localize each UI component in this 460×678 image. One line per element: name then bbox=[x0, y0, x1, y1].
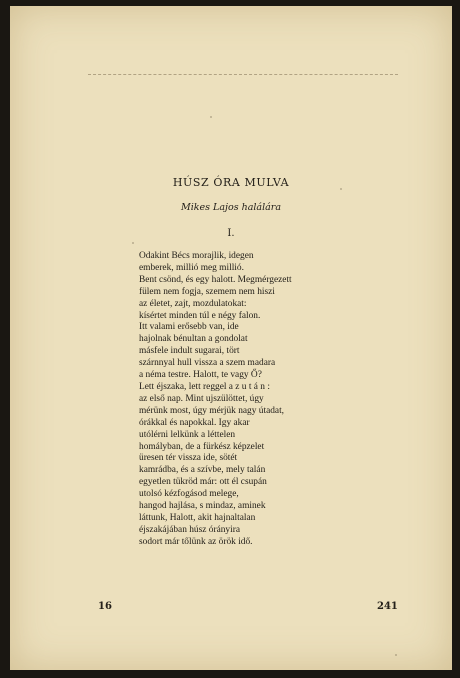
poem-line: az életet, zajt, mozdulatokat: bbox=[139, 298, 247, 309]
poem-line: Lett éjszaka, lett reggel a z u t á n : bbox=[139, 381, 270, 392]
poem-line: az első nap. Mint ujszülöttet, úgy bbox=[139, 393, 264, 404]
poem-line: fülem nem fogja, szemem nem hiszi bbox=[139, 286, 275, 297]
poem-line: Bent csönd, és egy halott. Megmérgezett bbox=[139, 274, 292, 285]
poem-line: mérünk most, úgy mérjük nagy útadat, bbox=[139, 405, 285, 416]
poem-line: kísértet minden túl e négy falon. bbox=[139, 310, 261, 321]
section-number: I. bbox=[227, 228, 235, 239]
poem-line: utolsó kézfogásod melege, bbox=[139, 489, 239, 500]
poem-line: láttunk, Halott, akit hajnaltalan bbox=[139, 512, 256, 523]
poem-line: szárnnyal hull vissza a szem madara bbox=[139, 358, 276, 369]
poem-line: homályban, de a fürkész képzelet bbox=[139, 441, 265, 452]
page-number-left: 16 bbox=[98, 601, 112, 612]
poem-line: hajolnak bénultan a gondolat bbox=[139, 334, 248, 345]
poem-title: HÚSZ ÓRA MULVA bbox=[172, 176, 290, 189]
poem-line: kamrádba, és a szívbe, mely talán bbox=[139, 465, 266, 476]
poem-line: emberek, millió meg millió. bbox=[139, 262, 244, 273]
poem-line: egyetlen tükröd már: ott él csupán bbox=[139, 477, 267, 488]
paper-speck bbox=[210, 116, 212, 118]
top-divider bbox=[88, 74, 398, 75]
poem-line: Itt valami erősebb van, ide bbox=[139, 322, 239, 333]
paper-speck bbox=[132, 242, 134, 244]
paper-speck bbox=[395, 654, 397, 656]
poem-subtitle: Mikes Lajos halálára bbox=[181, 202, 281, 213]
poem-line: a néma testre. Halott, te vagy Ő? bbox=[139, 370, 262, 381]
poem-line: üresen tér vissza ide, sötét bbox=[139, 453, 238, 464]
book-page bbox=[10, 6, 452, 670]
poem-line: órákkal és napokkal. Igy akar bbox=[139, 417, 250, 428]
poem-line: sodort már tőlünk az örök idő. bbox=[139, 536, 253, 547]
poem-line: Odakint Bécs morajlik, idegen bbox=[139, 251, 254, 261]
poem-line: hangod hajlása, s mindaz, aminek bbox=[139, 501, 266, 512]
poem-line: utólérni lelkünk a léttelen bbox=[139, 429, 236, 440]
page-number-right: 241 bbox=[377, 601, 398, 612]
poem-line: másfele indult sugarai, tört bbox=[139, 346, 240, 357]
poem-body bbox=[139, 251, 292, 549]
paper-speck bbox=[340, 188, 342, 190]
poem-line: éjszakájában húsz órányira bbox=[139, 524, 240, 535]
